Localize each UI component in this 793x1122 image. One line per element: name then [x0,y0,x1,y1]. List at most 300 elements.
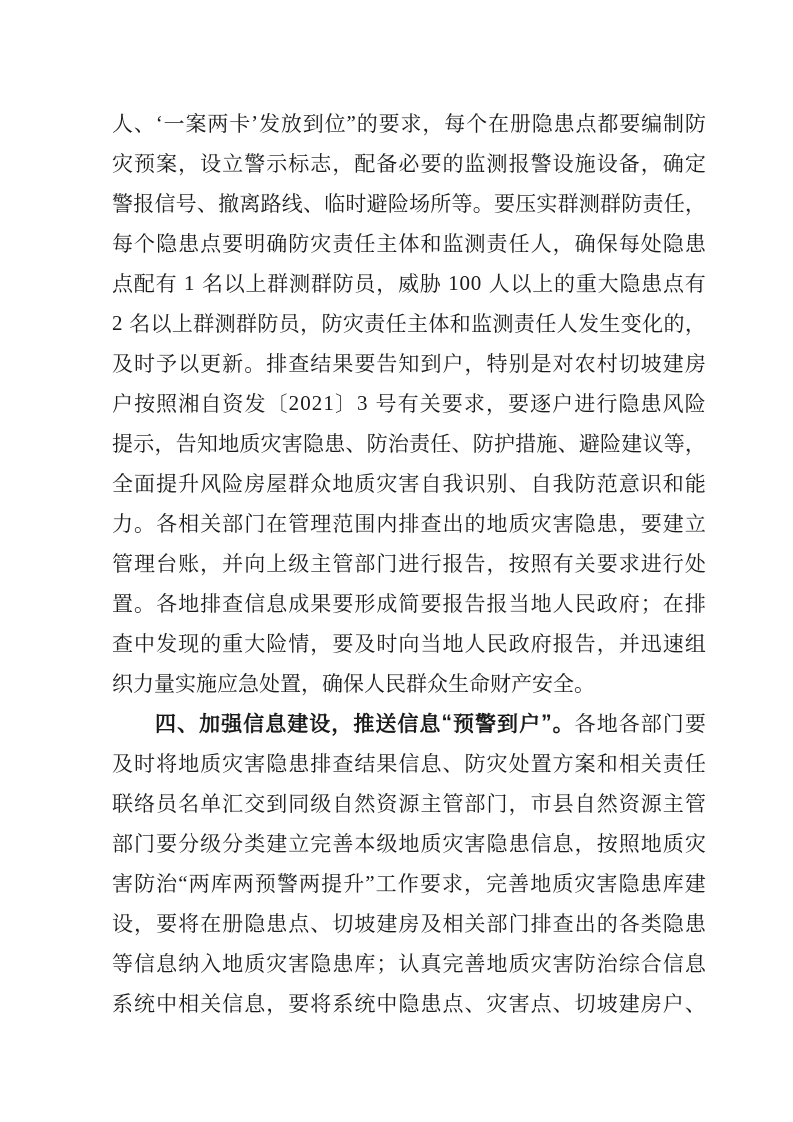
text-line [112,863,706,903]
glyph: 的 [596,912,618,936]
glyph: 管 [288,512,310,536]
glyph: 识 [464,472,486,496]
glyph: 线 [281,192,303,216]
glyph: 任 [535,312,557,336]
glyph: 以 [150,312,172,336]
glyph: 纳 [178,952,200,976]
text-line [112,983,706,1023]
glyph: 险 [266,632,288,656]
glyph: 时 [376,632,398,656]
text-line [112,183,706,223]
glyph: 作 [397,872,419,896]
glyph: 灾 [112,152,133,176]
glyph: 管 [442,792,464,816]
glyph: 0 [470,270,482,295]
glyph: 提 [156,472,178,496]
glyph: 府 [530,632,552,656]
glyph: 灾 [530,952,552,976]
glyph: 行 [420,552,442,576]
glyph: 责 [409,432,431,456]
glyph: 灾 [376,472,398,496]
glyph: 要 [156,912,178,936]
glyph: 众 [310,472,332,496]
glyph: 及 [112,352,133,376]
text-line [112,783,706,823]
glyph: 分 [178,832,200,856]
glyph: 质 [200,752,222,776]
glyph: 理 [134,552,156,576]
glyph: 质 [662,832,684,856]
glyph: 在 [266,512,288,536]
glyph: ， [310,632,332,656]
glyph: 主 [310,552,332,576]
glyph: 求 [463,392,485,416]
glyph: 地 [530,592,552,616]
glyph: 避 [578,432,600,456]
glyph: 查 [420,512,442,536]
glyph: 完 [310,832,332,856]
glyph: 患 [596,512,618,536]
glyph: 警 [112,192,133,216]
glyph: 信 [154,192,176,216]
heading-glyph: 、 [177,713,199,736]
glyph: 将 [310,992,332,1016]
glyph: 门 [486,792,508,816]
glyph: 的 [442,152,464,176]
glyph: 要 [354,352,376,376]
glyph: 任 [508,232,530,256]
glyph: 隐 [486,832,508,856]
glyph: 要 [619,112,641,136]
glyph: 要 [288,992,310,1016]
glyph: 置 [112,592,133,616]
glyph: 警 [530,152,552,176]
glyph: 户 [662,992,684,1016]
glyph: 息 [156,952,178,976]
glyph: 0 [300,390,311,415]
glyph: 险 [684,392,706,416]
glyph: 部 [112,832,133,856]
glyph: 隐 [156,232,178,256]
glyph: 案 [574,752,596,776]
glyph: 类 [640,912,662,936]
glyph: 报 [442,592,464,616]
glyph: 各 [618,912,640,936]
glyph: 离 [239,192,261,216]
glyph: 防 [684,112,706,136]
glyph: 点 [575,112,597,136]
glyph: 部 [354,552,376,576]
glyph: 两 [299,872,321,896]
glyph: 结 [354,752,376,776]
heading-glyph: 警 [475,713,496,736]
glyph: 害 [596,872,618,896]
glyph: 形 [354,592,376,616]
glyph: 防 [574,472,596,496]
glyph: ， [508,792,530,816]
glyph: 示 [133,432,155,456]
glyph: 确 [574,232,596,256]
glyph: 患 [288,752,310,776]
glyph: 时 [134,752,156,776]
heading-glyph: ， [331,713,353,736]
heading-glyph: ” [541,711,552,734]
glyph: 级 [200,832,222,856]
glyph: 压 [515,192,537,216]
glyph: 防 [366,432,388,456]
glyph: 地 [486,952,508,976]
glyph: 自 [200,392,222,416]
glyph: 、 [552,992,574,1016]
glyph [123,311,129,336]
glyph: 相 [618,752,640,776]
glyph: 重 [222,632,244,656]
glyph: 统 [354,992,376,1016]
glyph: 综 [618,952,640,976]
glyph: 速 [662,632,684,656]
glyph: 患 [266,912,288,936]
glyph: 切 [574,992,596,1016]
glyph: 生 [599,312,621,336]
glyph: 预 [134,152,156,176]
glyph: 结 [310,352,332,376]
glyph: 相 [442,912,464,936]
glyph: 预 [254,872,276,896]
glyph: 体 [398,232,420,256]
glyph: 路 [260,192,282,216]
glyph: 息 [420,752,442,776]
glyph: 户 [552,392,574,416]
glyph: 善 [508,872,530,896]
glyph: 点 [200,232,222,256]
glyph: 名 [129,312,151,336]
glyph: 设 [112,912,133,936]
glyph: 房 [398,912,420,936]
glyph: 主 [376,232,398,256]
glyph: 库 [210,872,232,896]
glyph: 求 [400,112,422,136]
glyph: 告 [376,352,398,376]
glyph: 备 [618,152,640,176]
glyph: 告 [175,432,197,456]
glyph: 发 [244,392,266,416]
glyph: 民 [385,672,406,696]
glyph: 地 [530,872,552,896]
glyph: 备 [376,152,398,176]
glyph: 害 [281,432,303,456]
glyph: 息 [244,992,266,1016]
glyph: 户 [442,352,464,376]
glyph: 要 [640,512,662,536]
glyph: 大 [244,632,266,656]
glyph [369,391,375,416]
glyph: 方 [552,752,574,776]
glyph: 。 [574,672,595,696]
glyph: 并 [618,632,640,656]
glyph: 的 [356,112,378,136]
text-line [112,503,706,543]
glyph: 认 [398,952,420,976]
heading-glyph: 加 [199,713,221,736]
glyph: 关 [640,752,662,776]
glyph: 撤 [218,192,240,216]
glyph: 关 [419,392,441,416]
glyph: 地 [222,952,244,976]
glyph: 果 [310,592,332,616]
glyph: 、 [345,432,367,456]
glyph: 升 [343,872,365,896]
glyph: 测 [486,152,508,176]
glyph: 体 [428,312,450,336]
glyph: 自 [574,792,596,816]
glyph: 每 [112,232,133,256]
glyph: 中 [156,992,178,1016]
glyph: 管 [112,552,133,576]
glyph: 信 [398,752,420,776]
glyph: 患 [178,232,200,256]
glyph: 关 [464,912,486,936]
glyph: 一 [163,112,185,136]
glyph: 财 [490,672,511,696]
text-line [112,583,706,623]
glyph: 部 [222,512,244,536]
glyph: 在 [487,112,509,136]
glyph: 患 [684,232,706,256]
heading-glyph: 建 [287,713,309,736]
glyph: 进 [398,552,420,576]
glyph: 排 [530,912,552,936]
glyph: 制 [662,112,684,136]
glyph: ， [154,432,176,456]
glyph: 地 [596,712,618,736]
glyph: 相 [178,992,200,1016]
glyph: 质 [508,512,530,536]
glyph: 库 [662,872,684,896]
glyph: 到 [266,792,288,816]
glyph: 点 [662,272,684,296]
heading-glyph: 四 [155,713,177,736]
glyph: 、 [442,752,464,776]
glyph: 将 [156,752,178,776]
glyph: 防 [332,272,354,296]
glyph: 。 [134,512,156,536]
glyph: 以 [510,272,532,296]
glyph: 意 [618,472,640,496]
glyph: 要 [420,152,442,176]
glyph: 案 [156,152,178,176]
glyph: 隐 [662,912,684,936]
glyph: 患 [640,392,662,416]
glyph: 建 [266,832,288,856]
glyph: 灾 [342,312,364,336]
glyph: 责 [662,752,684,776]
glyph: 质 [239,432,261,456]
glyph: ， [266,992,288,1016]
glyph: 患 [684,912,706,936]
glyph: 处 [259,672,280,696]
glyph: 台 [156,552,178,576]
glyph: 进 [574,392,596,416]
glyph: 上 [171,312,193,336]
glyph: 资 [222,392,244,416]
glyph: 群 [406,672,427,696]
glyph: 灾 [222,752,244,776]
glyph: 治 [387,432,409,456]
glyph: 害 [552,952,574,976]
glyph: 设 [596,152,618,176]
glyph: 风 [662,392,684,416]
glyph: 县 [552,792,574,816]
glyph: 急 [238,672,259,696]
glyph: 地 [442,632,464,656]
text-line [112,543,706,583]
glyph: 全 [553,672,574,696]
glyph: 资 [376,792,398,816]
glyph: 保 [343,672,364,696]
glyph: 将 [178,912,200,936]
glyph: 害 [244,752,266,776]
glyph: 两 [232,872,254,896]
glyph: 要 [419,872,441,896]
glyph: 到 [302,112,324,136]
glyph: 防 [574,952,596,976]
glyph: 坡 [596,992,618,1016]
text-line [112,703,706,743]
glyph: 在 [662,592,684,616]
glyph: ， [200,552,222,576]
glyph: 主 [420,792,442,816]
glyph: 隐 [619,272,641,296]
glyph: 要 [378,112,400,136]
glyph: 群 [193,312,215,336]
glyph: 单 [200,792,222,816]
glyph: 确 [322,672,343,696]
glyph: 查 [332,752,354,776]
glyph: 保 [596,232,618,256]
glyph: ’ [251,110,259,135]
glyph: 1 [184,270,195,295]
glyph: 进 [640,552,662,576]
text-line [112,663,706,703]
glyph: 要 [420,592,442,616]
glyph: 知 [398,352,420,376]
glyph: 。 [244,352,266,376]
glyph: 完 [442,952,464,976]
glyph: 害 [552,512,574,536]
glyph: 号 [375,392,397,416]
glyph: 果 [376,752,398,776]
glyph: 2 [112,310,123,335]
glyph: 切 [332,912,354,936]
glyph: 内 [376,512,398,536]
glyph: 灾 [486,752,508,776]
glyph: 有 [155,272,177,296]
glyph: 安 [532,672,553,696]
glyph: 房 [684,352,706,376]
glyph: 时 [345,192,367,216]
glyph: 质 [508,952,530,976]
glyph: 上 [532,272,554,296]
glyph: 及 [354,632,376,656]
heading-glyph: 送 [375,713,397,736]
glyph: 避 [366,192,388,216]
glyph: 灾 [260,432,282,456]
glyph: 点 [288,912,310,936]
glyph: 施 [536,432,558,456]
glyph: 隐 [302,432,324,456]
glyph: 患 [640,872,662,896]
glyph: 议 [642,432,664,456]
glyph: 要 [493,192,515,216]
glyph: 患 [420,992,442,1016]
glyph: 标 [288,152,310,176]
glyph: 责 [513,312,535,336]
glyph: 出 [574,912,596,936]
glyph: 级 [288,552,310,576]
glyph: 警 [276,872,298,896]
glyph: 灾 [266,952,288,976]
glyph: 、 [451,432,473,456]
glyph: 理 [310,512,332,536]
glyph: 险 [600,432,622,456]
glyph: 入 [200,952,222,976]
glyph: 灾 [486,992,508,1016]
glyph: 监 [442,232,464,256]
glyph: 隐 [531,112,553,136]
glyph: 房 [640,992,662,1016]
heading-glyph: 息 [265,713,287,736]
glyph: 对 [552,352,574,376]
glyph: 防 [257,312,279,336]
glyph: 任 [430,432,452,456]
glyph: 和 [449,312,471,336]
glyph: 威 [397,272,419,296]
glyph: ， [422,112,444,136]
glyph: 汇 [222,792,244,816]
glyph: 所 [430,192,452,216]
glyph: 示 [266,152,288,176]
glyph: 患 [332,952,354,976]
glyph: 地 [640,832,662,856]
glyph: 、 [302,192,324,216]
glyph: 必 [398,152,420,176]
glyph: 类 [244,832,266,856]
glyph: 和 [662,472,684,496]
glyph: 组 [684,632,706,656]
glyph: 出 [442,512,464,536]
glyph: 和 [420,232,442,256]
glyph: 排 [398,512,420,536]
glyph: 建 [618,992,640,1016]
glyph: ， [134,912,156,936]
glyph: 力 [133,672,154,696]
glyph: 坡 [640,352,662,376]
glyph: 能 [684,472,706,496]
glyph: 切 [618,352,640,376]
glyph: 屋 [266,472,288,496]
glyph: 各 [618,712,640,736]
glyph: 2 [288,390,300,415]
glyph: ， [376,272,398,296]
glyph: 案 [185,112,207,136]
glyph: 提 [112,432,133,456]
glyph: 3 [357,390,368,415]
glyph: 变 [620,312,642,336]
glyph: 、 [310,912,332,936]
glyph: 员 [156,792,178,816]
glyph: 治 [596,952,618,976]
glyph: 1 [448,270,459,295]
